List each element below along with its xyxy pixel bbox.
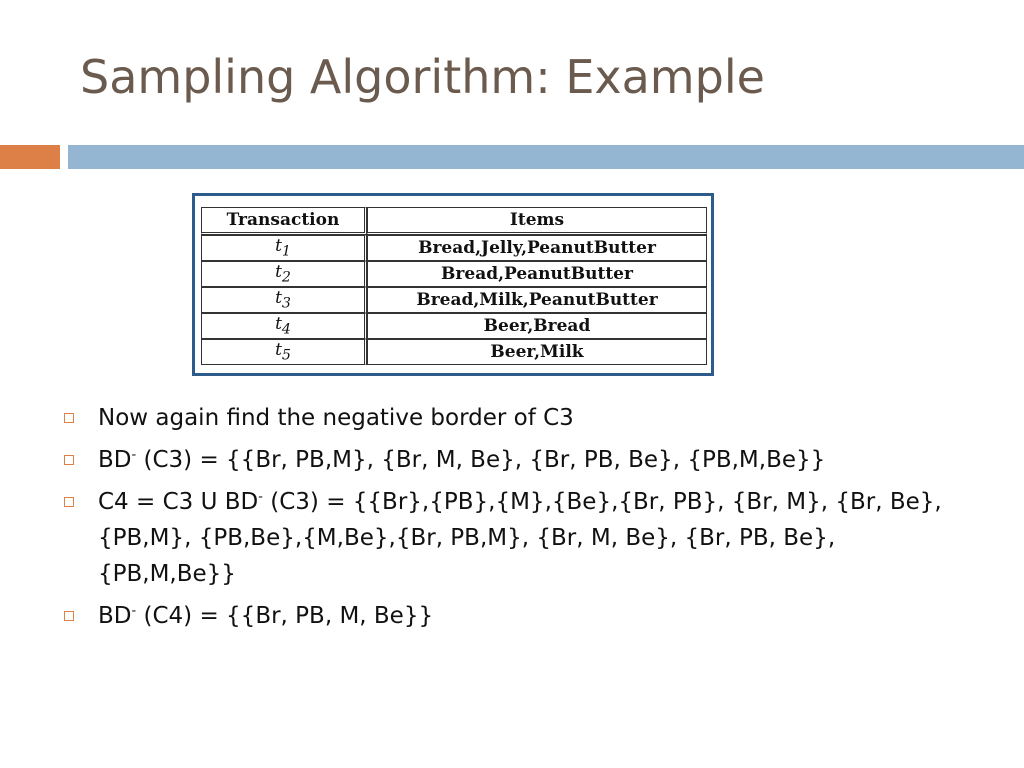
table-header-row — [201, 207, 707, 235]
transaction-items: Beer,Bread — [367, 313, 707, 339]
transaction-id: $t_2$ — [201, 261, 367, 287]
header-transaction: Transaction — [201, 207, 367, 235]
header-items: Items — [367, 207, 707, 235]
bullet-item: C4 = C3 U BD- (C3) = {{Br},{PB},{M},{Be},{Br, PB}, {Br, M}, {Br, Be}, {PB,M}, {PB,Be},{M,Be},{Br, PB,M}, {Br, M, Be}, {Br, PB, Be}, {PB,M,Be}} — [60, 484, 960, 592]
transaction-items: Beer,Milk — [367, 339, 707, 365]
bullet-list — [60, 400, 960, 640]
square-bullet-icon — [64, 611, 74, 621]
table-row — [201, 313, 707, 339]
bullet-item: BD- (C4) = {{Br, PB, M, Be}} — [60, 598, 960, 634]
accent-bar-orange — [0, 145, 60, 169]
table-row — [201, 339, 707, 365]
bullet-item: Now again find the negative border of C3 — [60, 400, 960, 436]
transaction-items: Bread,Jelly,PeanutButter — [367, 235, 707, 261]
accent-bar-blue — [68, 145, 1024, 169]
slide-title: Sampling Algorithm: Example — [80, 50, 765, 104]
bullet-item: BD- (C3) = {{Br, PB,M}, {Br, M, Be}, {Br, PB, Be}, {PB,M,Be}} — [60, 442, 960, 478]
table-row — [201, 261, 707, 287]
transaction-table — [201, 207, 707, 365]
transaction-id: $t_5$ — [201, 339, 367, 365]
transaction-table-frame — [192, 193, 714, 376]
square-bullet-icon — [64, 497, 74, 507]
transaction-items: Bread,PeanutButter — [367, 261, 707, 287]
transaction-id: $t_3$ — [201, 287, 367, 313]
square-bullet-icon — [64, 413, 74, 423]
table-row — [201, 287, 707, 313]
transaction-items: Bread,Milk,PeanutButter — [367, 287, 707, 313]
transaction-id: $t_4$ — [201, 313, 367, 339]
square-bullet-icon — [64, 455, 74, 465]
table-row — [201, 235, 707, 261]
transaction-id: $t_1$ — [201, 235, 367, 261]
